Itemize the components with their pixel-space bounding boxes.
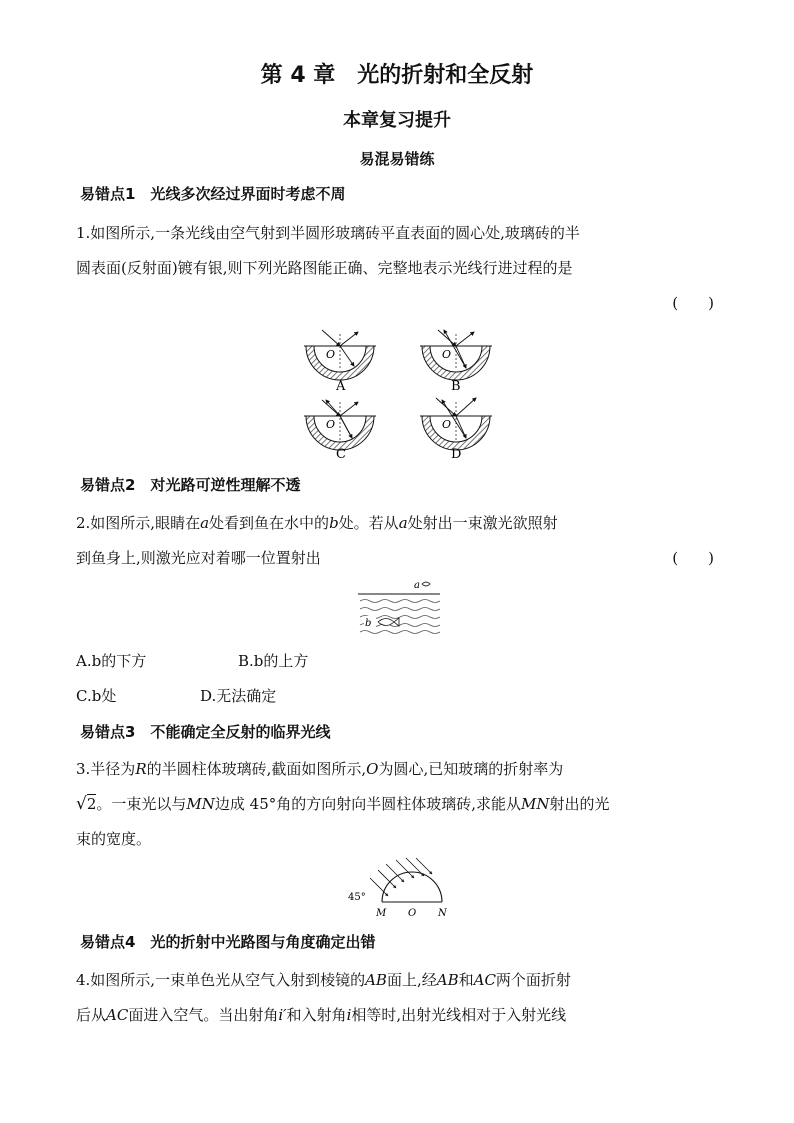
sqrt-radicand: 2 — [86, 795, 97, 813]
svg-text:O: O — [442, 348, 452, 361]
figure-q3 — [344, 856, 456, 920]
diagram-option-b — [420, 330, 492, 394]
sqrt-symbol: √ — [76, 794, 87, 814]
point-m-label: M — [376, 908, 387, 919]
angle-label: 45° — [348, 892, 366, 903]
section-title: 本章复习提升 — [343, 110, 451, 131]
option-2-a: A.b的下方 — [76, 652, 147, 670]
option-2-d: D.无法确定 — [200, 687, 277, 705]
answer-paren-1: ( ) — [672, 294, 714, 312]
question-4-line-1: 4.如图所示,一束单色光从空气入射到棱镜的AB面上,经AB和AC两个面折射 — [76, 971, 571, 989]
question-3-line-2: √2。一束光以与MN边成 45°角的方向射向半圆柱体玻璃砖,求能从MN射出的光 — [76, 794, 610, 814]
chapter-title: 第 4 章 光的折射和全反射 — [260, 63, 534, 88]
sub-title: 易混易错练 — [359, 150, 435, 168]
option-label-c: C — [336, 447, 346, 462]
question-1-line-1: 1.如图所示,一条光线由空气射到半圆形玻璃砖平直表面的圆心处,玻璃砖的半 — [76, 224, 580, 242]
center-label: O — [326, 348, 336, 361]
option-label-b: B — [451, 379, 461, 394]
svg-text:O: O — [326, 418, 336, 431]
question-1-line-2: 圆表面(反射面)镀有银,则下列光路图能正确、完整地表示光线行进过程的是 — [76, 259, 573, 277]
fish-label: b — [365, 618, 372, 629]
eye-icon — [422, 582, 430, 586]
diagram-option-a — [304, 330, 376, 394]
diagram-option-c — [304, 400, 376, 462]
answer-paren-2: ( ) — [672, 549, 714, 567]
question-2-line-2: 到鱼身上,则激光应对着哪一位置射出 — [76, 549, 321, 567]
svg-text:O: O — [442, 418, 452, 431]
question-4-line-2: 后从AC面进入空气。当出射角i′和入射角i相等时,出射光线相对于入射光线 — [76, 1006, 567, 1024]
question-3-line-1: 3.半径为R的半圆柱体玻璃砖,截面如图所示,O为圆心,已知玻璃的折射率为 — [76, 760, 564, 778]
eye-label: a — [414, 580, 420, 591]
section-heading-1: 易错点1 光线多次经过界面时考虑不周 — [80, 185, 346, 203]
option-label-d: D — [451, 447, 462, 462]
option-label-a: A — [336, 379, 346, 394]
option-2-c: C.b处 — [76, 687, 117, 705]
option-2-b: B.b的上方 — [238, 652, 309, 670]
figure-q1 — [296, 322, 496, 462]
section-heading-2: 易错点2 对光路可逆性理解不透 — [80, 476, 301, 494]
point-n-label: N — [438, 908, 447, 919]
question-3-line-3: 束的宽度。 — [76, 830, 152, 848]
figure-q2 — [356, 576, 442, 636]
diagram-option-d — [420, 398, 492, 462]
section-heading-4: 易错点4 光的折射中光路图与角度确定出错 — [80, 933, 376, 951]
section-heading-3: 易错点3 不能确定全反射的临界光线 — [80, 723, 331, 741]
question-2-line-1: 2.如图所示,眼睛在a处看到鱼在水中的b处。若从a处射出一束激光欲照射 — [76, 514, 558, 532]
point-o-label: O — [408, 908, 417, 919]
